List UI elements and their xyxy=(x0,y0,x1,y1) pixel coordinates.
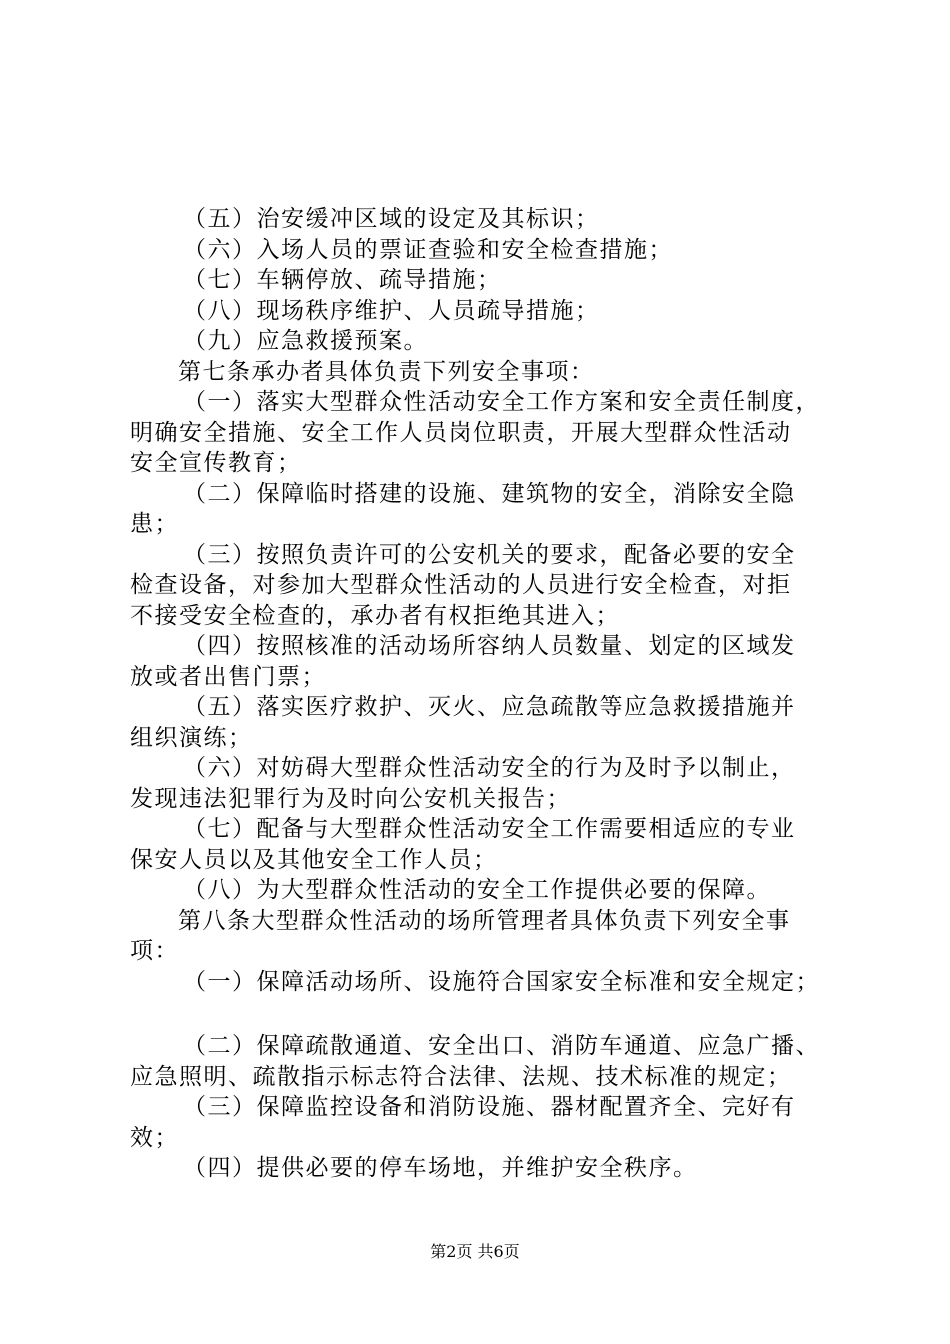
list-item: （二）保障疏散通道、安全出口、消防车通道、应急广播、 xyxy=(183,1033,820,1059)
text-line: 效； xyxy=(130,1124,179,1151)
text-line: 项： xyxy=(130,938,179,964)
text-line: 发现违法犯罪行为及时向公安机关报告； xyxy=(130,785,571,812)
article-heading: 第八条大型群众性活动的场所管理者具体负责下列安全事 xyxy=(178,907,791,934)
list-item: （四）按照核准的活动场所容纳人员数量、划定的区域发 xyxy=(183,633,796,659)
list-item: （三）保障监控设备和消防设施、器材配置齐全、完好有 xyxy=(183,1094,796,1120)
list-item: （七）配备与大型群众性活动安全工作需要相适应的专业 xyxy=(183,816,796,842)
list-item: （一）落实大型群众性活动安全工作方案和安全责任制度， xyxy=(183,389,820,415)
blank-line xyxy=(130,997,850,1031)
list-item: （五）治安缓冲区域的设定及其标识； xyxy=(183,206,600,232)
text-line: 保安人员以及其他安全工作人员； xyxy=(130,846,498,873)
list-item: （四）提供必要的停车场地，并维护安全秩序。 xyxy=(183,1155,698,1181)
text-line: 不接受安全检查的，承办者有权拒绝其进入； xyxy=(130,602,620,629)
page-footer xyxy=(0,1242,950,1262)
page-number: 第2页 共6页 xyxy=(430,1242,520,1261)
text-line: 放或者出售门票； xyxy=(130,663,326,690)
list-item: （七）车辆停放、疏导措施； xyxy=(183,267,502,293)
article-heading: 第七条承办者具体负责下列安全事项： xyxy=(178,358,595,385)
list-item: （八）为大型群众性活动的安全工作提供必要的保障。 xyxy=(183,877,771,903)
text-line: 安全宣传教育； xyxy=(130,450,302,476)
text-line: 检查设备，对参加大型群众性活动的人员进行安全检查，对拒 xyxy=(130,572,792,598)
list-item: （二）保障临时搭建的设施、建筑物的安全，消除安全隐 xyxy=(183,480,796,507)
text-line: 明确安全措施、安全工作人员岗位职责，开展大型群众性活动 xyxy=(130,419,792,446)
text-line: 组织演练； xyxy=(130,724,253,751)
text-line: 应急照明、疏散指示标志符合法律、法规、技术标准的规定； xyxy=(130,1063,792,1090)
list-item: （五）落实医疗救护、灭火、应急疏散等应急救援措施并 xyxy=(183,694,796,720)
list-item: （九）应急救援预案。 xyxy=(183,328,428,354)
list-item: （六）对妨碍大型群众性活动安全的行为及时予以制止， xyxy=(183,755,796,781)
list-item: （一）保障活动场所、设施符合国家安全标准和安全规定； xyxy=(183,968,820,995)
list-item: （三）按照负责许可的公安机关的要求，配备必要的安全 xyxy=(183,541,796,568)
list-item: （八）现场秩序维护、人员疏导措施； xyxy=(183,297,600,324)
document-body xyxy=(130,204,850,1184)
list-item: （六）入场人员的票证查验和安全检查措施； xyxy=(183,236,673,263)
text-line: 患； xyxy=(130,511,179,537)
